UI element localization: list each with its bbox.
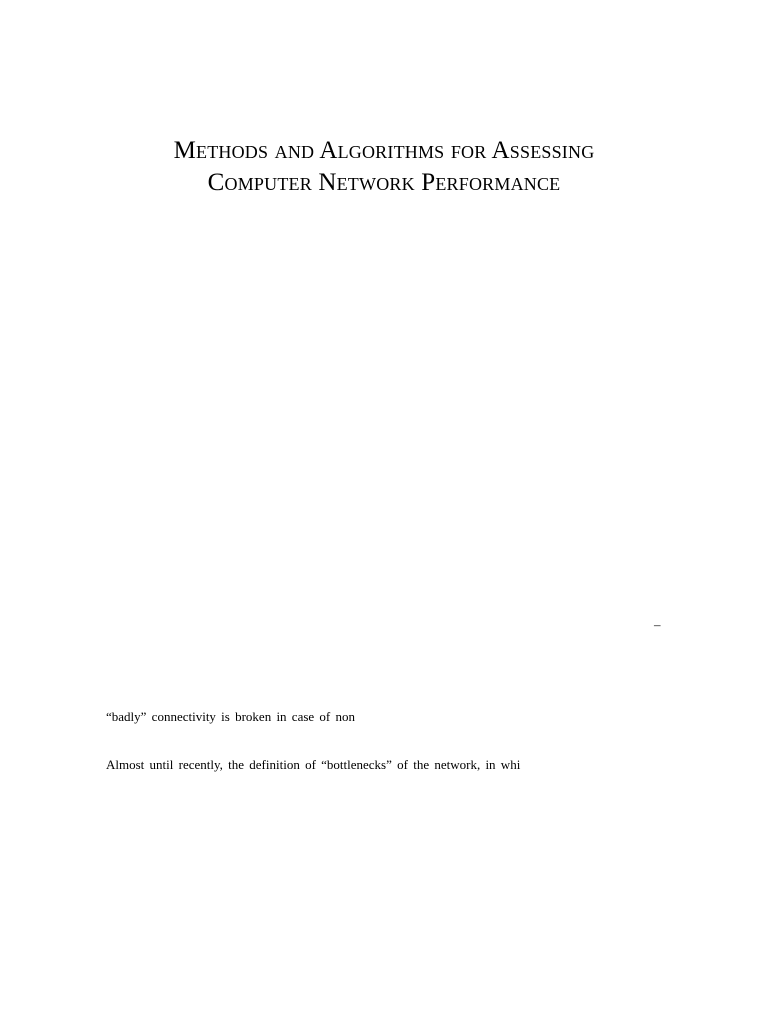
dash-mark: – bbox=[654, 617, 661, 632]
paragraph-fragment-2: Almost until recently, the definition of “bottlenecks” of the network, in whi bbox=[106, 757, 521, 772]
title-line-1: Methods and Algorithms for Assessing bbox=[173, 137, 595, 164]
paragraph-fragment-1: “badly” connectivity is broken in case of non bbox=[106, 709, 356, 724]
page-title bbox=[0, 135, 768, 199]
title-line-2: Computer Network Performance bbox=[207, 169, 561, 196]
